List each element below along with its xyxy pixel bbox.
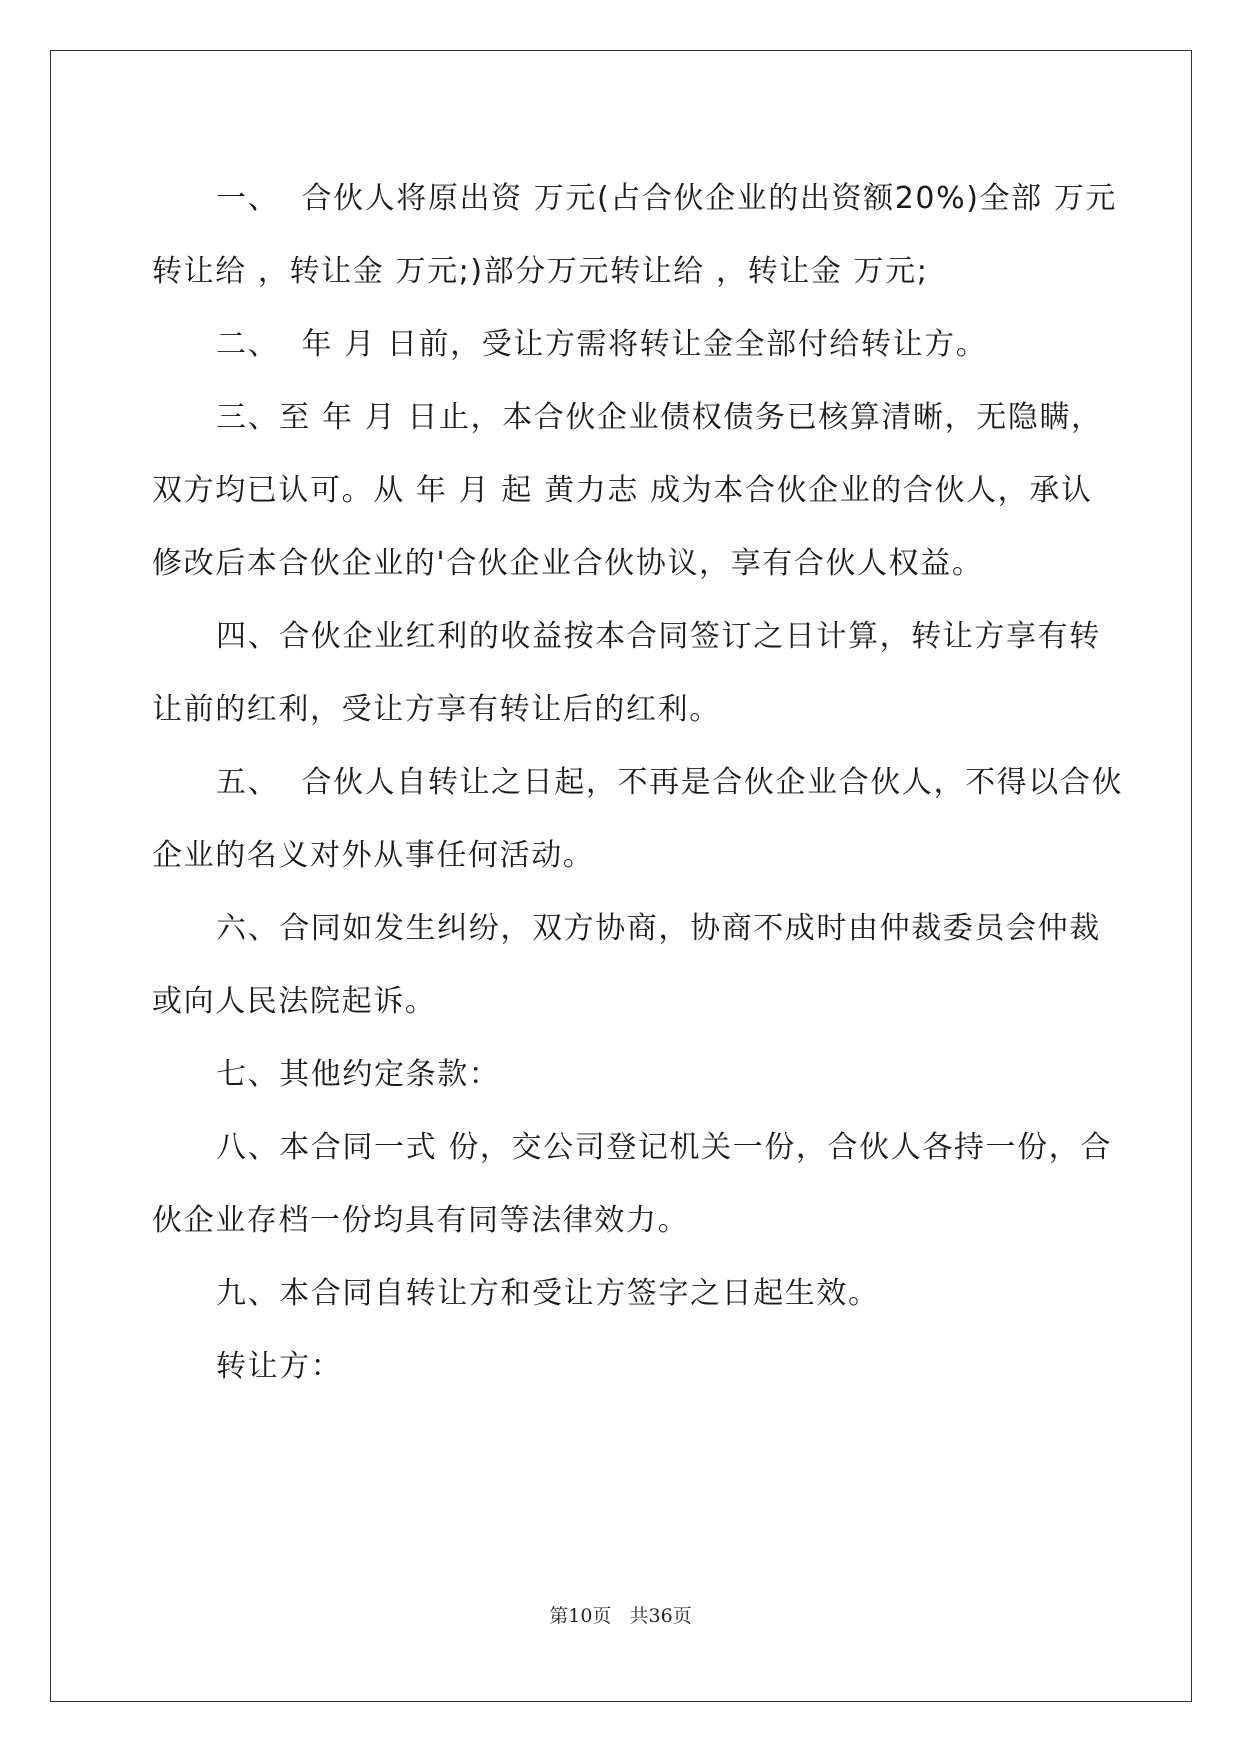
text-line: 一、 合伙人将原出资 万元(占合伙企业的出资额20%)全部 万元: [216, 181, 1118, 216]
text-line: 八、本合同一式 份，交公司登记机关一份，合伙人各持一份，合: [216, 1130, 1112, 1165]
text-line: 四、合伙企业红利的收益按本合同签订之日计算，转让方享有转: [216, 619, 1101, 654]
text-line: 九、本合同自转让方和受让方签字之日起生效。: [216, 1276, 880, 1311]
text-line: 七、其他约定条款：: [216, 1057, 501, 1092]
text-line: 转让方：: [216, 1349, 343, 1384]
text-line: 修改后本合伙企业的'合伙企业合伙协议，享有合伙人权益。: [152, 546, 984, 581]
text-line: 让前的红利，受让方享有转让后的红利。: [152, 692, 721, 727]
document-body: [152, 162, 1124, 1403]
text-line: 二、 年 月 日前，受让方需将转让金全部付给转让方。: [216, 327, 988, 362]
page-number: 第10页 共36页: [549, 1605, 692, 1627]
text-line: 双方均已认可。从 年 月 起 黄力志 成为本合伙企业的合伙人，承认: [152, 473, 1093, 508]
text-line: 企业的名义对外从事任何活动。: [152, 838, 595, 873]
text-line: 五、 合伙人自转让之日起，不再是合伙企业合伙人，不得以合伙: [216, 765, 1124, 800]
text-line: 或向人民法院起诉。: [152, 984, 437, 1019]
text-line: 三、至 年 月 日止，本合伙企业债权债务已核算清晰，无隐瞒，: [216, 400, 1103, 435]
text-line: 伙企业存档一份均具有同等法律效力。: [152, 1203, 690, 1238]
text-line: 转让给 ，转让金 万元;)部分万元转让给 ，转让金 万元;: [152, 254, 929, 289]
text-line: 六、合同如发生纠纷，双方协商，协商不成时由仲裁委员会仲裁: [216, 911, 1101, 946]
